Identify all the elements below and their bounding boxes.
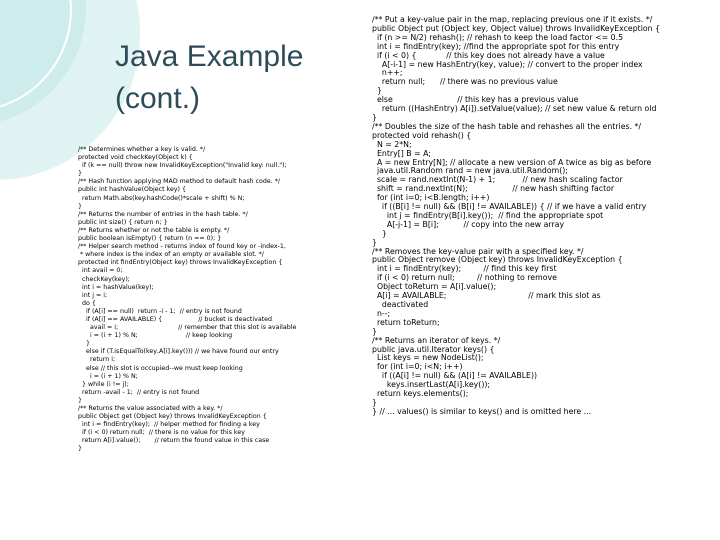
slide-title [115, 36, 345, 120]
slide-title-line1: Java Example [115, 40, 304, 73]
slide-title-line2: (cont.) [115, 82, 201, 115]
code-block-left: /** Determines whether a key is valid. */ protected void checkKey(Object k) { if (k == null) throw new InvalidKeyException("Invalid key: null."); } /** Hash function applying MAD method to default hash code. */ public int hashValue(Object key) { return Math.abs(key.hashCode()*scale + shift) % N; } /** Returns the number of entries in the hash table. */ public int size() { return n; } /** Returns whether or not the table is empty. */ public boolean isEmpty() { return (n == 0); } /** Helper search method - returns index of found key or -index-1, * where index is the index of an empty or available slot. */ protected int findEntry(Object key) throws InvalidKeyException { int avail = 0; checkKey(key); int i = hashValue(key); int j = i; do { if (A[i] == null) return -i - 1; // entry is not found if (A[i] == AVAILABLE) { // bucket is deactivated avail = i; // remember that this slot is available i = (i + 1) % N; // keep looking } else if (T.isEqualTo(key,A[i].key())) // we have found our entry return i; else // this slot is occupied--we must keep looking i = (i + 1) % N; } while (i != j); return -avail - 1; // entry is not found } /** Returns the value associated with a key. */ public Object get (Object key) throws InvalidKeyException { int i = findEntry(key); // helper method for finding a key if (i < 0) return null; // there is no value for this key return A[i].value(); // return the found value in this case } [78, 146, 297, 453]
code-block-right: /** Put a key-value pair in the map, replacing previous one if it exists. */ public Object put (Object key, Object value) throws InvalidKeyException { if (n >= N/2) rehash(); // rehash to keep the load factor <= 0.5 int i = findEntry(key); //find the appropriate spot for this entry if (i < 0) { // this key does not already have a value A[-i-1] = new HashEntry(key, value); // convert to the proper index n++; return null; // there was no previous value } else // this key has a previous value return ((HashEntry) A[i]).setValue(value); // set new value & return old } /** Doubles the size of the hash table and rehashes all the entries. */ protected void rehash() { N = 2*N; Entry[] B = A; A = new Entry[N]; // allocate a new version of A twice as big as before java.util.Random rand = new java.util.Random(); scale = rand.nextInt(N-1) + 1; // new hash scaling factor shift = rand.nextInt(N); // new hash shifting factor for (int i=0; i<B.length; i++) if ((B[i] != null) && (B[i] != AVAILABLE)) { // if we have a valid entry int j = findEntry(B[i].key()); // find the appropriate spot A[-j-1] = B[i]; // copy into the new array } } /** Removes the key-value pair with a specified key. */ public Object remove (Object key) throws InvalidKeyException { int i = findEntry(key); // find this key first if (i < 0) return null; // nothing to remove Object toReturn = A[i].value(); A[i] = AVAILABLE; // mark this slot as deactivated n--; return toReturn; } /** Returns an iterator of keys. */ public java.util.Iterator keys() { List keys = new NodeList(); for (int i=0; i<N; i++) if ((A[i] != null) && (A[i] != AVAILABLE)) keys.insertLast(A[i].key()); return keys.elements(); } } // ... values() is similar to keys() and is omitted here ... [372, 15, 661, 416]
